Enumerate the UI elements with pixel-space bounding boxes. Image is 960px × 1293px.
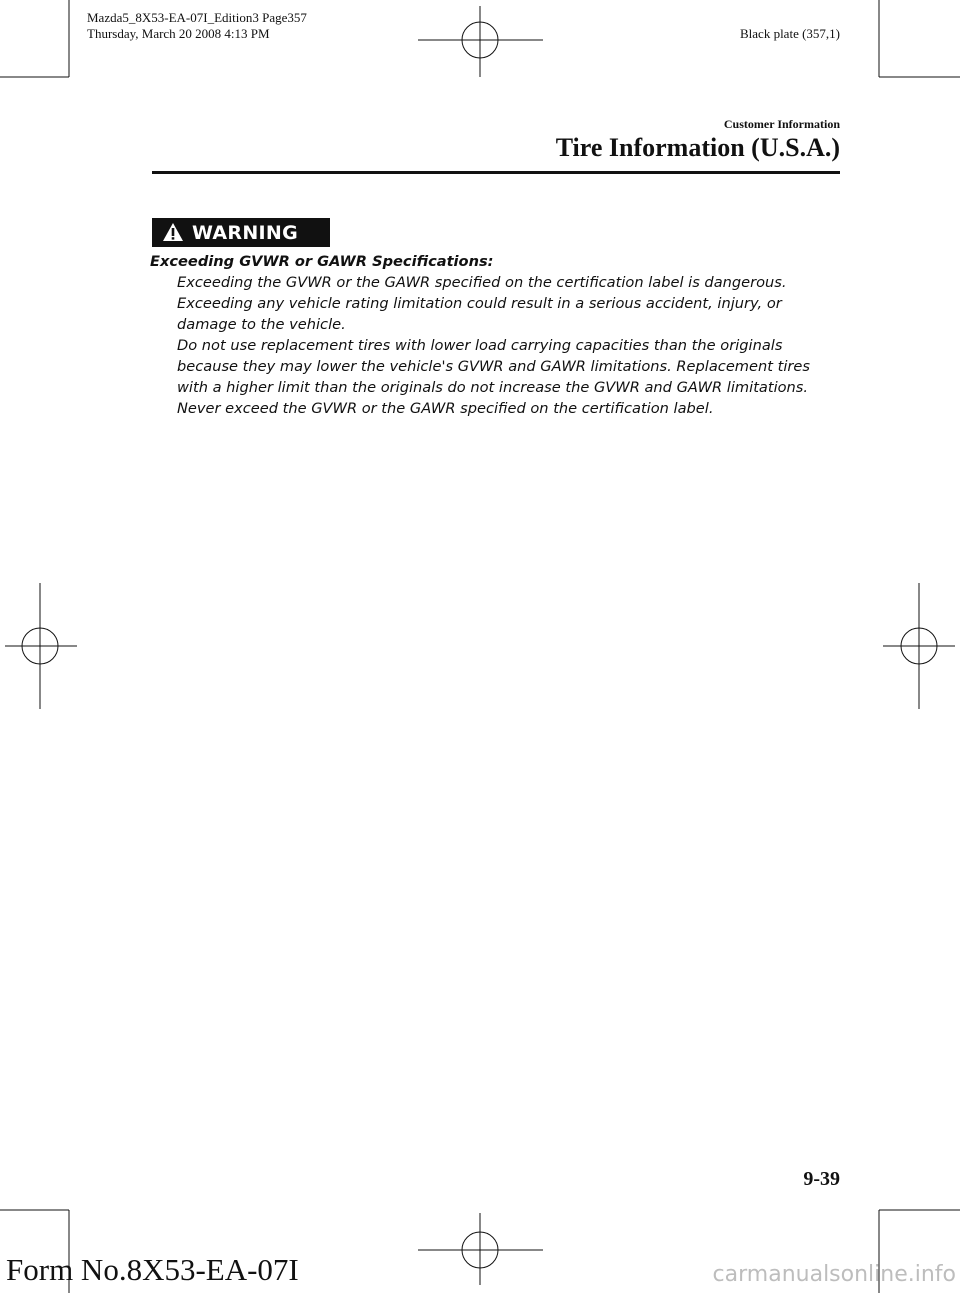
print-file-line: Mazda5_8X53-EA-07I_Edition3 Page357 [87,10,307,25]
page-number: 9-39 [803,1168,840,1190]
warning-banner [152,218,330,247]
form-number: Form No.8X53-EA-07I [6,1252,299,1287]
registration-mark-right [883,583,955,709]
plate-label: Black plate (357,1) [740,26,840,41]
page-title: Tire Information (U.S.A.) [555,133,840,162]
registration-mark-bottom [418,1213,543,1285]
warning-body [150,251,840,419]
watermark: carmanualsonline.info [712,1262,956,1287]
section-label: Customer Information [723,117,840,131]
warning-paragraph: Never exceed the GVWR or the GAWR specified on the certification label. [177,400,714,417]
print-date-line: Thursday, March 20 2008 4:13 PM [87,26,270,41]
warning-paragraph: Do not use replacement tires with lower load carrying capacities than the originals because they may lower the vehicle's GVWR and GAWR limitations. Replacement tires with a higher limit than the originals do not increase the GVWR and GAWR limitations. [177,337,810,396]
warning-label: WARNING [192,222,299,244]
warning-heading: Exceeding GVWR or GAWR Specifications: [150,253,494,270]
warning-paragraph: Exceeding the GVWR or the GAWR specified on the certification label is dangerous. Exceeding any vehicle rating limitation could result in a serious accident, injury, or damage to the vehicle. [177,274,787,333]
title-rule [152,171,840,174]
print-slug [87,10,307,42]
registration-mark-top [418,6,543,77]
registration-mark-left [5,583,77,709]
exclamation-triangle-icon [162,222,184,242]
